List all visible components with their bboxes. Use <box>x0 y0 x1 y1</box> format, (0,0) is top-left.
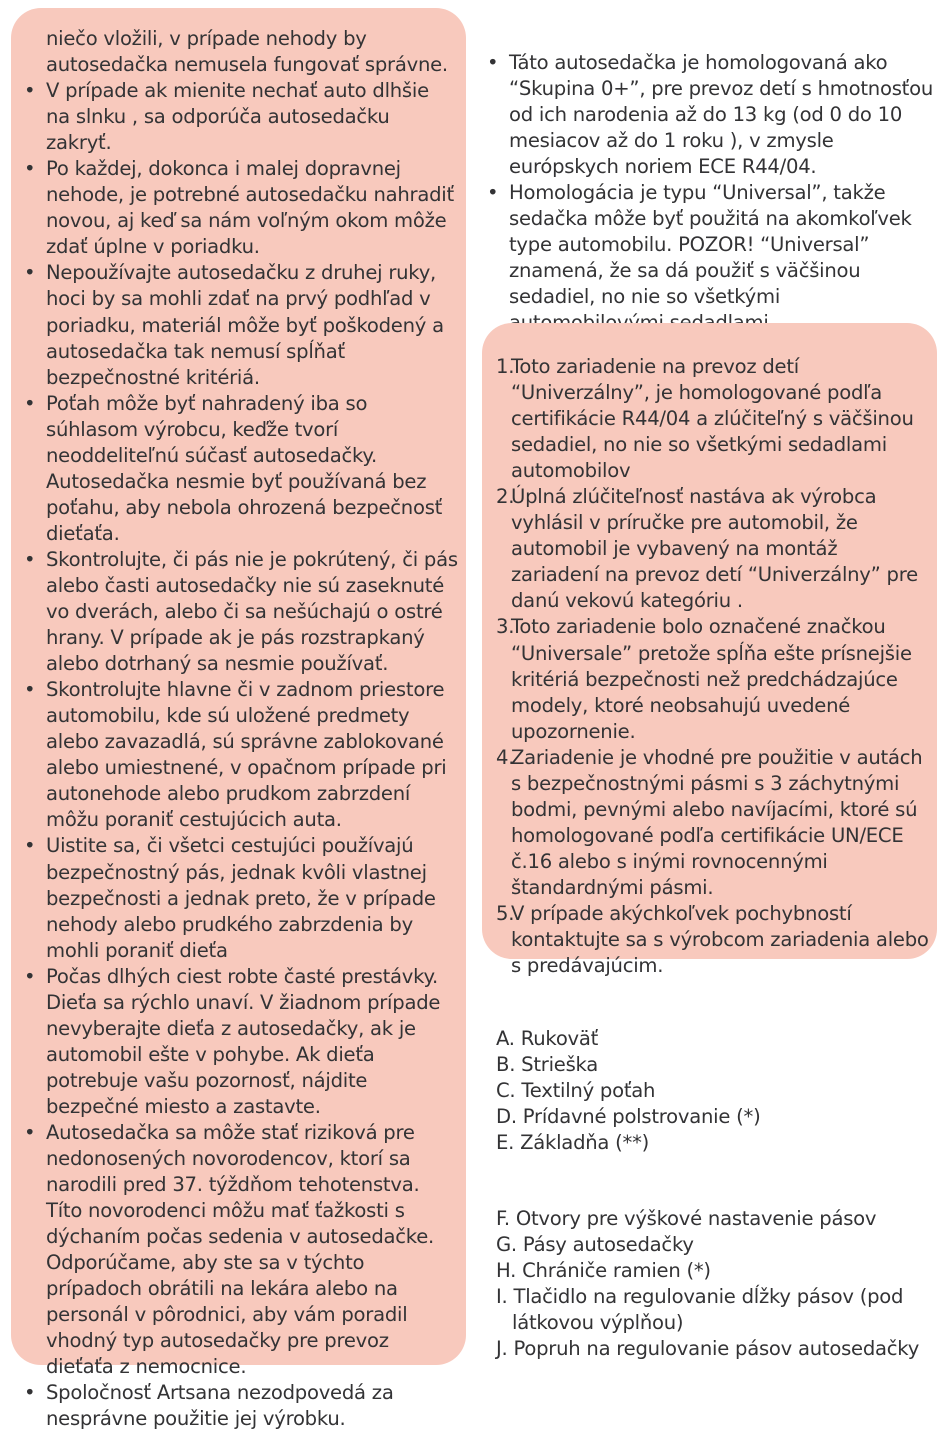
list-item: • Nepoužívajte autosedačku z druhej ruky, hoci by sa mohli zdať na prvý podhľad v poriadku, materiál môže byť poškodený a autosedačka tak nemusí spĺňať bezpečnostné kritériá. <box>23 260 458 390</box>
list-item: • Táto autosedačka je homologovaná ako “Skupina 0+”, pre prevoz detí s hmotnosťou od ich narodenia až do 13 kg (od 0 do 10 mesiacov až do 1 roku ), v zmysle európskych noriem ECE R44/04. <box>486 50 936 180</box>
item-text: Zariadenie je vhodné pre použitie v autách s bezpečnostnými pásmi s 3 záchytnými bodmi, pevnými alebo navíjacími, ktoré sú homologované podľa certifikácie UN/ECE č.16 alebo s inými rovnocennými štandardnými pásmi. <box>511 745 923 899</box>
safety-bullet-list <box>23 78 458 1432</box>
legend-item: D. Prídavné polstrovanie (*) <box>496 1105 761 1129</box>
item-number: 4. <box>496 745 515 769</box>
parts-legend-f-j <box>496 1206 936 1362</box>
legend-item: G. Pásy autosedačky <box>496 1233 694 1257</box>
legend-item: F. Otvory pre výškové nastavenie pásov <box>496 1207 877 1230</box>
universal-info-box <box>482 323 937 978</box>
item-number: 5. <box>496 901 515 925</box>
item-number: 3. <box>496 615 515 639</box>
parts-legend-a-e <box>496 1026 936 1156</box>
continued-paragraph: niečo vložili, v prípade nehody by autosedačka nemusela fungovať správne. <box>46 27 448 77</box>
numbered-item <box>488 901 929 979</box>
list-item: • Po každej, dokonca i malej dopravnej nehode, je potrebné autosedačku nahradiť novou, aj keď sa nám voľným okom môže zdať úplne v poriadku. <box>23 156 458 260</box>
numbered-item <box>488 614 929 744</box>
homologation-section <box>486 50 942 337</box>
numbered-item <box>488 745 929 901</box>
item-text: V prípade akýchkoľvek pochybností kontaktujte sa s výrobcom zariadenia alebo s predávajúcim. <box>511 901 929 978</box>
item-text: Úplná zlúčiteľnosť nastáva ak výrobca vyhlásil v príručke pre automobil, že automobil je vybavený na montáž zariadení na prevoz detí “Univerzálny” pre danú vekovú kategóriu . <box>511 485 918 613</box>
legend-item: I. Tlačidlo na regulovanie dĺžky pásov (pod látkovou výplňou) <box>496 1285 904 1335</box>
list-item: • Homologácia je typu “Universal”, takže sedačka môže byť použitá na akomkoľvek type automobilu. POZOR! “Universal” znamená, že sa dá použiť s väčšinou sedadiel, no nie so všetkými <box>486 180 936 336</box>
item-text: Toto zariadenie bolo označené značkou “Universale” pretože spĺňa ešte prísnejšie kritériá bezpečnosti než predchádzajúce modely, ktoré neobsahujú uvedené upozornenie. <box>511 615 912 743</box>
list-item: • Spoločnosť Artsana nezodpovedá za nesprávne použitie jej výrobku. <box>23 1380 458 1432</box>
numbered-item <box>488 354 929 484</box>
legend-item: H. Chrániče ramien (*) <box>496 1259 711 1283</box>
list-item: • Poťah môže byť nahradený iba so súhlasom výrobcu, keďže tvorí neoddeliteľnú súčasť autosedačky. Autosedačka nesmie byť používaná bez poťahu, aby nebola ohrozená bezpečnosť dieťaťa. <box>23 391 458 547</box>
numbered-list <box>488 354 929 979</box>
legend-item: E. Základňa (**) <box>496 1131 650 1155</box>
item-text: Toto zariadenie na prevoz detí “Univerzálny”, je homologované podľa certifikácie R44/04 a zlúčiteľný s väčšinou sedadiel, no nie so všetkými sedadlami automobilov <box>511 355 914 483</box>
item-number: 1. <box>496 355 515 378</box>
legend-item: J. Popruh na regulovanie pásov autosedačky <box>496 1337 920 1361</box>
numbered-item <box>488 484 929 614</box>
list-item: • V prípade ak mienite nechať auto dlhšie na slnku , sa odporúča autosedačku zakryť. <box>23 78 458 156</box>
item-number: 2. <box>496 485 515 509</box>
legend-item: B. Strieška <box>496 1053 599 1077</box>
list-item: • Autosedačka sa môže stať riziková pre nedonosených novorodencov, ktorí sa narodili pred 37. týždňom tehotenstva. Títo novorodenci môžu mať ťažkosti s dýchaním počas sedenia v autosedačke. Odporúčame, aby ste sa v týchto prípadoch obrátili na lekára alebo na personál v pôrodnici, aby vám poradil vhodný typ autosedačky pre prevoz dieťaťa z nemocnice. <box>23 1120 458 1380</box>
list-item: • Skontrolujte hlavne či v zadnom priestore automobilu, kde sú uložené predmety alebo zavazadlá, sú správne zablokované alebo umiestnené, v opačnom prípade pri autonehode alebo prudkom zabrzdení môžu poraniť cestujúcich auta. <box>23 677 458 833</box>
list-item: • Skontrolujte, či pás nie je pokrútený, či pás alebo časti autosedačky nie sú zaseknuté vo dverách, alebo či sa nešúchajú o ostré hrany. V prípade ak je pás rozstrapkaný alebo dotrhaný sa nesmie používať. <box>23 547 458 677</box>
left-panel <box>11 8 466 1431</box>
homologation-bullet-list <box>486 50 936 337</box>
list-item: • Počas dlhých ciest robte časté prestávky. Dieťa sa rýchlo unaví. V žiadnom prípade nevyberajte dieťa z autosedačky, ak je automobil ešte v pohybe. Ak dieťa potrebuje vašu pozornosť, nájdite bezpečné miesto a zastavte. <box>23 964 458 1120</box>
legend-item: A. Rukoväť <box>496 1027 599 1050</box>
list-item: • Uistite sa, či všetci cestujúci používajú bezpečnostný pás, jednak kvôli vlastnej bezpečnosti a jednak preto, že v prípade nehody alebo prudkého zabrzdenia by mohli poraniť dieťa <box>23 833 458 963</box>
legend-item: C. Textilný poťah <box>496 1079 656 1103</box>
